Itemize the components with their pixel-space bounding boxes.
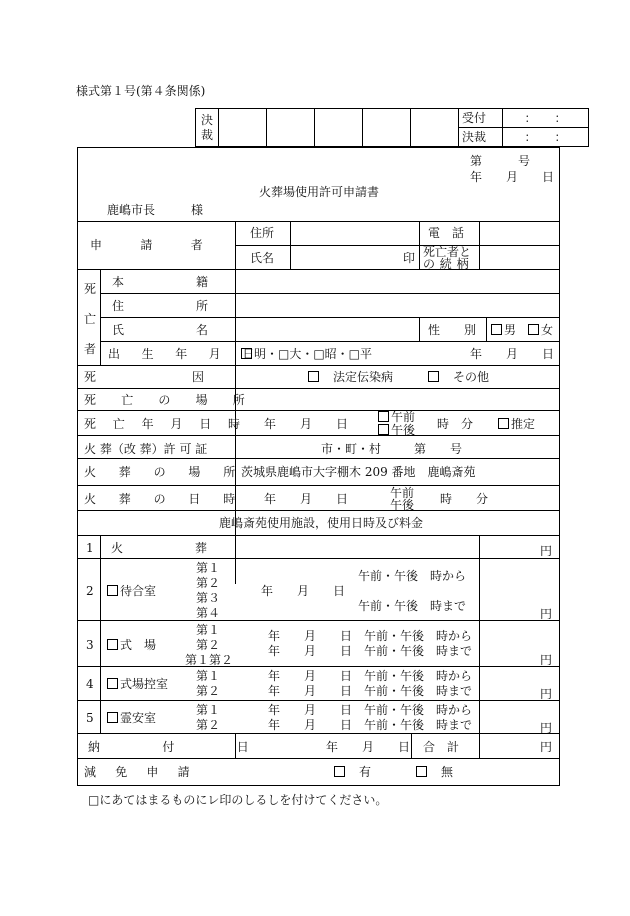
total-label: 合 計 <box>423 740 460 754</box>
checkbox-icon <box>428 371 439 382</box>
checkbox-icon <box>378 424 389 435</box>
waiting-slot-2[interactable]: 第２ <box>196 576 221 590</box>
approval-label: 決 裁 <box>196 109 219 147</box>
decided-label: 決裁 <box>459 128 503 147</box>
mortuary-option[interactable]: 霊安室 <box>107 712 156 724</box>
waiting-slot-3[interactable]: 第３ <box>196 591 221 605</box>
applicant-address-field[interactable] <box>291 222 418 244</box>
anteroom-time-from[interactable]: 年 月 日 午前・午後 時から <box>268 669 473 683</box>
exemption-yes-option[interactable]: 有 <box>334 766 371 778</box>
permit-municipality[interactable]: 市・町・村 <box>321 442 382 456</box>
waiting-date-field[interactable]: 年 月 日 <box>261 584 346 598</box>
payment-date-label: 納 付 日 <box>88 740 256 754</box>
cremation-permit-label: 火 葬（改 葬）許 可 証 <box>84 442 208 456</box>
ceremony-hall-option[interactable]: 式 場 <box>107 639 156 651</box>
cremation-pm[interactable]: 午後 <box>390 498 415 512</box>
received-label: 受付 <box>459 109 503 128</box>
yen-unit: 円 <box>540 687 553 701</box>
approval-stamp-cell[interactable] <box>315 109 363 147</box>
applicant-phone-label: 電 話 <box>428 226 465 240</box>
facility-row-5-number: 5 <box>86 711 94 725</box>
document-date: 年 月 日 <box>470 170 555 184</box>
cremation-time-field[interactable]: 時 分 <box>440 492 489 506</box>
application-form <box>77 147 560 786</box>
permit-number[interactable]: 第 号 <box>414 442 463 456</box>
hall-slot-both[interactable]: 第１第２ <box>185 653 234 667</box>
addressee: 鹿嶋市長 様 <box>107 203 204 217</box>
facility-row-3-number: 3 <box>86 638 94 652</box>
deceased-address-label: 住 所 <box>112 299 213 313</box>
yen-unit: 円 <box>540 607 553 621</box>
mortuary-slot-1[interactable]: 第１ <box>196 703 221 717</box>
applicant-label: 申 請 者 <box>90 238 208 252</box>
approval-stamp-box <box>195 108 589 147</box>
waiting-room-option[interactable]: 待合室 <box>107 585 156 597</box>
hall-slot-2[interactable]: 第２ <box>196 638 221 652</box>
time-of-death-label: 死 亡 年 月 日 時 <box>84 417 243 431</box>
approval-stamp-cell[interactable] <box>267 109 315 147</box>
waiting-slot-4[interactable]: 第４ <box>196 606 221 620</box>
anteroom-slot-1[interactable]: 第１ <box>196 669 221 683</box>
anteroom-slot-2[interactable]: 第２ <box>196 684 221 698</box>
facility-row-4-number: 4 <box>86 677 94 691</box>
death-date-field[interactable]: 年 月 日 <box>264 417 349 431</box>
facility-row-2-number: 2 <box>86 584 94 598</box>
yen-unit: 円 <box>540 653 553 667</box>
domicile-field[interactable] <box>236 270 558 292</box>
checkbox-icon <box>416 766 427 777</box>
waiting-slot-1[interactable]: 第１ <box>196 561 221 575</box>
checkbox-icon <box>241 348 252 359</box>
yen-unit: 円 <box>540 740 553 754</box>
yen-unit: 円 <box>540 544 553 558</box>
footnote: □にあてはまるものにレ印のしるしを付けてください。 <box>88 793 388 807</box>
death-am-option[interactable]: 午前 <box>378 411 415 423</box>
birth-date-label: 出 生 年 月 日 <box>108 347 260 361</box>
deceased-label-3: 者 <box>84 342 97 356</box>
received-time-field[interactable]: ： ： <box>503 109 589 128</box>
yen-unit: 円 <box>540 721 553 735</box>
birth-date-field[interactable]: 年 月 日 <box>470 347 555 361</box>
domicile-label: 本 籍 <box>112 275 213 289</box>
cremation-datetime-label: 火 葬 の 日 時 <box>84 492 241 506</box>
checkbox-icon <box>528 324 539 335</box>
checkbox-icon <box>308 371 319 382</box>
cremation-am[interactable]: 午前 <box>390 486 415 500</box>
hall-anteroom-option[interactable]: 式場控室 <box>107 678 168 690</box>
checkbox-icon <box>491 324 502 335</box>
applicant-name-field[interactable] <box>291 246 401 268</box>
mortuary-time-from[interactable]: 年 月 日 午前・午後 時から <box>268 703 473 717</box>
applicant-phone-field[interactable] <box>480 222 558 244</box>
checkbox-icon <box>334 766 345 777</box>
decided-time-field[interactable]: ： ： <box>503 128 589 147</box>
cause-infectious-option[interactable]: 法定伝染病 <box>308 371 393 383</box>
approval-stamp-cell[interactable] <box>363 109 411 147</box>
mortuary-time-to[interactable]: 年 月 日 午前・午後 時まで <box>268 718 473 732</box>
applicant-name-label: 氏名 <box>250 251 275 265</box>
exemption-label: 減 免 申 請 <box>84 765 194 779</box>
applicant-address-label: 住所 <box>250 226 275 240</box>
cause-other-option[interactable]: その他 <box>428 371 489 383</box>
anteroom-time-to[interactable]: 年 月 日 午前・午後 時まで <box>268 684 473 698</box>
deceased-label-1: 死 <box>84 282 97 296</box>
sex-female-option[interactable]: 女 <box>528 324 553 336</box>
approval-stamp-cell[interactable] <box>219 109 267 147</box>
checkbox-icon <box>498 418 509 429</box>
hall-time-from[interactable]: 年 月 日 午前・午後 時から <box>268 629 473 643</box>
checkbox-icon <box>107 639 118 650</box>
facility-cremation-label: 火 葬 <box>111 541 208 555</box>
deceased-name-label: 氏 名 <box>112 323 213 337</box>
hall-time-to[interactable]: 年 月 日 午前・午後 時まで <box>268 644 473 658</box>
sex-male-option[interactable]: 男 <box>491 324 516 336</box>
cremation-place-value: 茨城県鹿嶋市大字棚木 209 番地 鹿嶋斎苑 <box>241 465 476 479</box>
deceased-label-2: 亡 <box>84 312 97 326</box>
cause-of-death-label: 死 因 <box>84 370 205 384</box>
waiting-time-from[interactable]: 午前・午後 時から <box>358 569 467 583</box>
checkbox-icon <box>378 411 389 422</box>
place-of-death-field[interactable] <box>236 389 558 409</box>
checkbox-icon <box>107 712 118 723</box>
form-number-title: 様式第１号(第４条関係) <box>76 84 206 98</box>
relationship-field[interactable] <box>480 246 558 268</box>
document-title: 火葬場使用許可申請書 <box>259 185 380 199</box>
checkbox-icon <box>107 585 118 596</box>
place-of-death-label: 死 亡 の 場 所 <box>84 393 252 407</box>
mortuary-slot-2[interactable]: 第２ <box>196 718 221 732</box>
estimate-option[interactable]: 推定 <box>498 418 535 430</box>
era-options[interactable]: 明・□大・□昭・□平 <box>241 348 372 360</box>
waiting-time-to[interactable]: 午前・午後 時まで <box>358 599 467 613</box>
payment-date-field[interactable]: 年 月 日 <box>326 740 411 754</box>
exemption-no-option[interactable]: 無 <box>416 766 453 778</box>
death-time-field[interactable]: 時 分 <box>437 417 474 431</box>
checkbox-icon <box>107 678 118 689</box>
approval-stamp-cell[interactable] <box>411 109 459 147</box>
seal-mark: 印 <box>403 251 416 265</box>
relationship-label: 死亡者と <box>423 245 472 259</box>
death-pm-option[interactable]: 午後 <box>378 424 415 436</box>
document-number: 第 号 <box>470 154 531 168</box>
deceased-address-field[interactable] <box>236 294 558 316</box>
cremation-date-field[interactable]: 年 月 日 <box>264 492 349 506</box>
deceased-name-field[interactable] <box>236 318 418 340</box>
relationship-label-2: の続柄 <box>423 257 474 271</box>
sex-label: 性 別 <box>428 323 477 337</box>
facility-row-1-number: 1 <box>86 541 94 555</box>
hall-slot-1[interactable]: 第１ <box>196 623 221 637</box>
facility-section-title: 鹿嶋斎苑使用施設，使用日時及び料金 <box>219 516 424 530</box>
cremation-place-label: 火 葬 の 場 所 <box>84 465 241 479</box>
